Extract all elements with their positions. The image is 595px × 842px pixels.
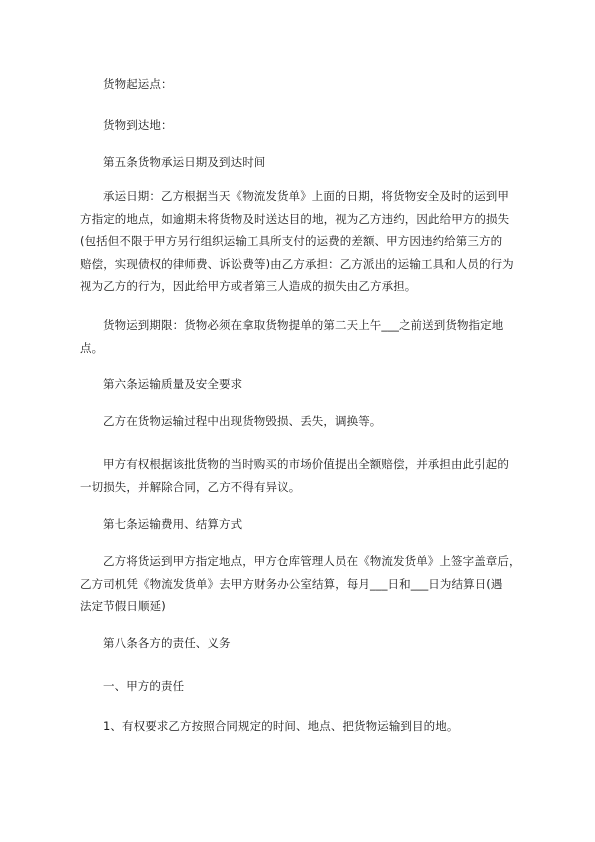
article-8-heading: [80, 632, 530, 655]
article-8-title: 第八条各方的责任、义务: [103, 636, 231, 650]
delivery-deadline-paragraph: [80, 314, 530, 359]
party-a-responsibility-heading: [80, 675, 530, 698]
destination-line: [80, 114, 530, 137]
shipping-date-paragraph: [80, 185, 530, 298]
article-6-heading: [80, 373, 530, 396]
party-a-title: 一、甲方的责任: [103, 679, 185, 693]
paragraph-line: 乙方在货物运输过程中出现货物毁损、丢失，调换等。: [103, 414, 382, 428]
article-7-title: 第七条运输费用、结算方式: [103, 517, 243, 531]
paragraph-line: 货物运到期限：货物必须在拿取货物提单的第二天上午___之前送到货物指定地: [103, 318, 504, 332]
damage-paragraph: [80, 410, 530, 433]
paragraph-line: 乙方将货运到甲方指定地点，甲方仓库管理人员在《物流发货单》上签字盖章后，: [103, 554, 521, 568]
paragraph-line: 赔偿，实现债权的律师费、诉讼费等)由乙方承担：乙方派出的运输工具和人员的行为: [80, 256, 514, 271]
paragraph-line: 乙方司机凭《物流发货单》去甲方财务办公室结算，每月___日和___日为结算日(遇: [80, 576, 503, 591]
article-5-heading: [80, 151, 530, 174]
paragraph-line: 甲方有权根据该批货物的当时购买的市场价值提出全额赔偿，并承担由此引起的: [103, 457, 509, 471]
compensation-paragraph: [80, 453, 530, 498]
paragraph-line: 视为乙方的行为，因此给甲方或者第三人造成的损失由乙方承担。: [80, 279, 417, 293]
paragraph-line: 点。: [80, 340, 104, 355]
destination-text: 货物到达地：: [103, 118, 173, 132]
settlement-paragraph: [80, 550, 530, 618]
paragraph-line: 一切损失，并解除合同，乙方不得有异议。: [80, 479, 301, 494]
origin-point-text: 货物起运点：: [103, 77, 173, 91]
origin-point-line: [80, 73, 530, 96]
paragraph-line: (包括但不限于甲方另行组织运输工具所支付的运费的差额、甲方因违约给第三方的: [80, 234, 503, 248]
article-5-title: 第五条货物承运日期及到达时间: [103, 155, 266, 169]
paragraph-line: 法定节假日顺延): [80, 599, 166, 613]
article-6-title: 第六条运输质量及安全要求: [103, 377, 243, 391]
paragraph-line: 1、有权要求乙方按照合同规定的时间、地点、把货物运输到目的地。: [103, 719, 459, 733]
paragraph-line: 方指定的地点，如逾期未将货物及时送达目的地，视为乙方违约，因此给甲方的损失: [80, 211, 510, 226]
party-a-clause-1: [80, 715, 530, 738]
paragraph-line: 承运日期：乙方根据当天《物流发货单》上面的日期，将货物安全及时的运到甲: [103, 189, 509, 203]
article-7-heading: [80, 513, 530, 536]
